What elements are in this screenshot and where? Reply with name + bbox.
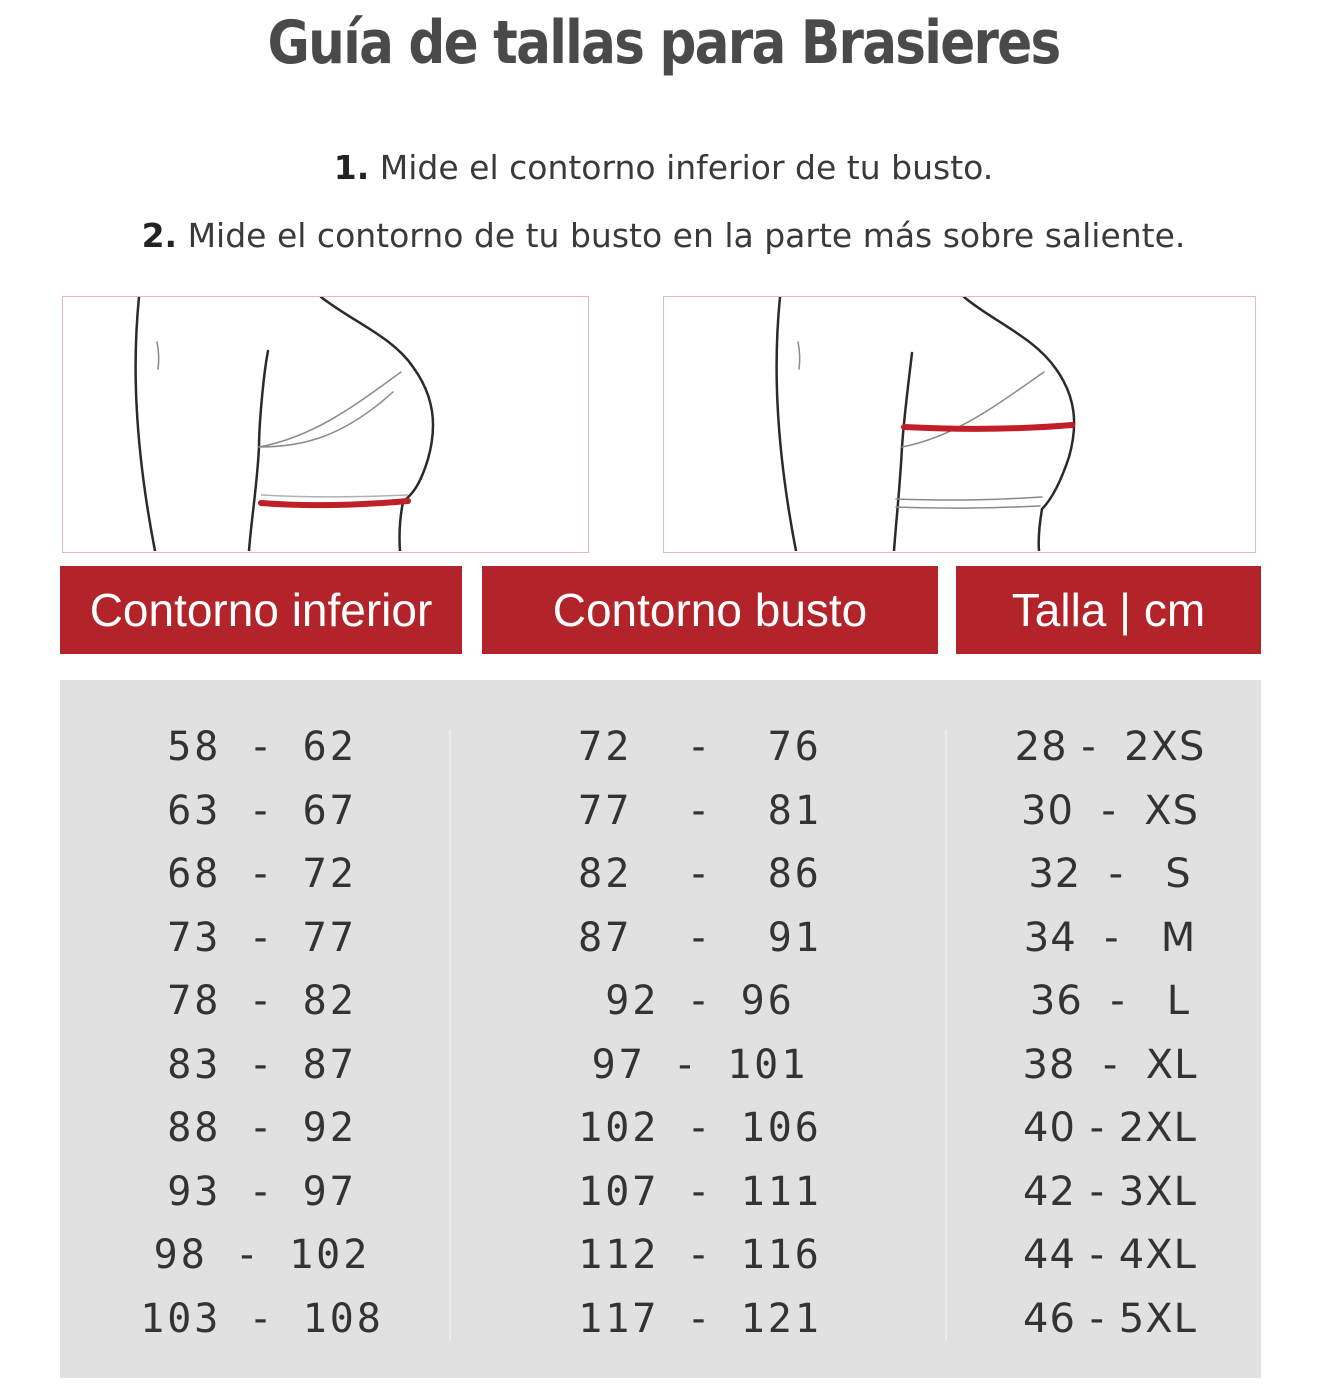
underbust-value: 63 - 67 [167, 787, 357, 834]
underbust-illustration [62, 296, 589, 553]
bust-illustration [663, 296, 1256, 553]
bust-value: 77 - 81 [578, 787, 822, 834]
header-contorno-inferior: Contorno inferior [60, 566, 462, 654]
bust-value: 82 - 86 [578, 851, 822, 897]
underbust-value: 58 - 62 [167, 724, 357, 770]
step-number: 2. [141, 216, 178, 255]
size-value: 38 - XL [1022, 1041, 1198, 1088]
size-column [960, 716, 1260, 1351]
size-value: 46 - 5XL [1023, 1295, 1197, 1342]
underbust-value: 88 - 92 [167, 1105, 357, 1151]
torso-underbust-drawing [63, 297, 587, 551]
step-number: 1. [333, 148, 370, 187]
underbust-value: 78 - 82 [167, 978, 357, 1024]
underbust-value: 73 - 77 [167, 914, 357, 961]
size-value: 36 - L [1029, 978, 1191, 1024]
header-contorno-busto: Contorno busto [482, 566, 938, 654]
underbust-value: 93 - 97 [167, 1168, 357, 1215]
step-text: Mide el contorno inferior de tu busto. [379, 148, 994, 187]
instruction-step-2 [0, 216, 1327, 255]
torso-bust-drawing [664, 297, 1254, 551]
underbust-value: 83 - 87 [167, 1041, 357, 1088]
bust-value: 117 - 121 [578, 1295, 822, 1342]
size-value: 32 - S [1028, 851, 1192, 897]
bust-value: 72 - 76 [578, 724, 822, 770]
header-talla-cm: Talla | cm [956, 566, 1261, 654]
instruction-step-1 [0, 148, 1327, 187]
bust-value: 102 - 106 [578, 1105, 822, 1151]
bust-value: 107 - 111 [578, 1168, 822, 1215]
step-text: Mide el contorno de tu busto en la parte más sobre saliente. [187, 216, 1186, 255]
underbust-value: 98 - 102 [153, 1232, 371, 1278]
bust-value: 92 - 96 [605, 978, 795, 1024]
underbust-value: 103 - 108 [140, 1295, 384, 1342]
page-title: Guía de tallas para Brasieres [267, 8, 1060, 78]
size-value: 28 - 2XS [1014, 724, 1206, 770]
size-value: 44 - 4XL [1023, 1232, 1197, 1278]
size-value: 30 - XS [1021, 787, 1199, 834]
column-divider [945, 730, 947, 1340]
underbust-column [62, 716, 462, 1351]
bust-column [480, 716, 920, 1351]
size-value: 34 - M [1023, 914, 1197, 961]
size-value: 42 - 3XL [1023, 1168, 1197, 1215]
bust-value: 112 - 116 [578, 1232, 822, 1278]
size-value: 40 - 2XL [1023, 1105, 1197, 1151]
underbust-value: 68 - 72 [167, 851, 357, 897]
bust-value: 87 - 91 [578, 914, 822, 961]
bust-value: 97 - 101 [591, 1041, 809, 1088]
